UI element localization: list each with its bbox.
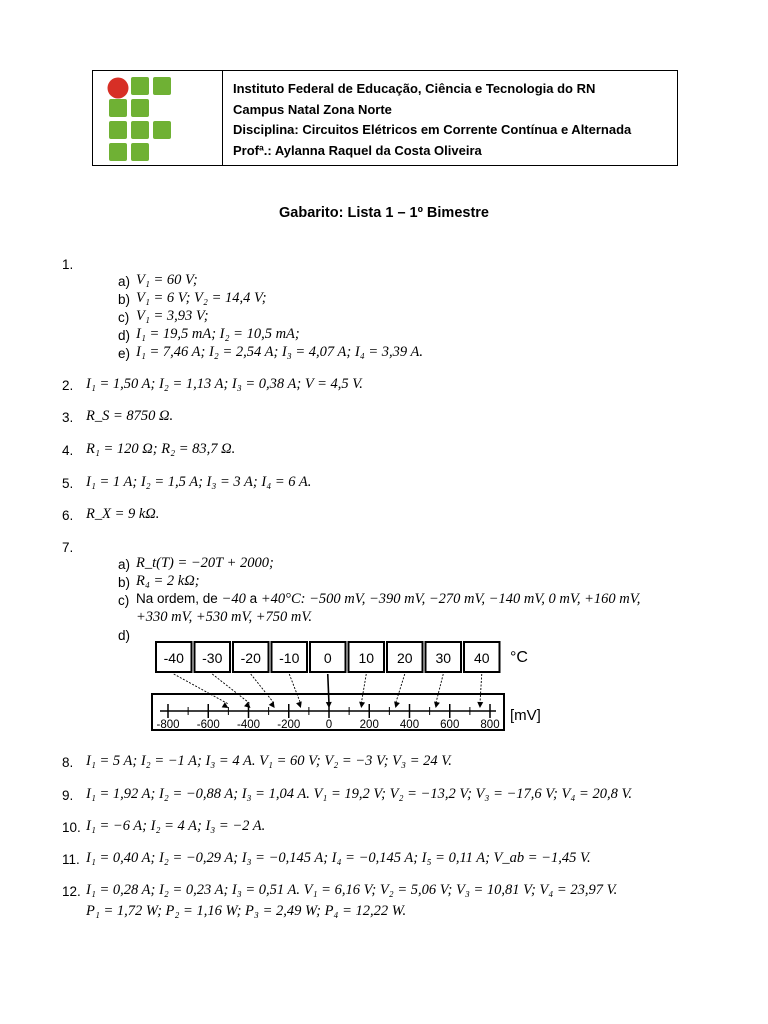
q1-c-label: c) (118, 310, 130, 325)
mapping-arrowhead (434, 701, 440, 708)
temperature-label: -10 (279, 650, 300, 666)
institution-info (233, 79, 631, 161)
voltage-tick-label: 0 (325, 719, 333, 731)
logo-square (109, 99, 127, 117)
temperature-boxes (156, 642, 500, 672)
logo-square (131, 121, 149, 139)
temperature-label: 30 (435, 650, 452, 666)
temperature-unit: °C (510, 649, 528, 666)
q7-c-label: c) (118, 593, 130, 608)
mapping-arrowhead (359, 702, 365, 708)
q1-a-label: a) (118, 274, 131, 289)
q12-answer-line2: P₁ = 1,72 W; P₂ = 1,16 W; P₃ = 2,49 W; P₄ = 12,22 W. (86, 903, 407, 919)
institution-name: Instituto Federal de Educação, Ciência e Tecnologia do RN (233, 81, 596, 96)
voltage-tick-label: -200 (277, 719, 301, 731)
q6-number: 6. (62, 508, 74, 523)
mapping-arrowhead (269, 701, 275, 708)
q4-answer: R₁ = 120 Ω; R₂ = 83,7 Ω. (86, 441, 236, 457)
voltage-ticks (156, 704, 499, 731)
q7-a-answer: R_t(T) = −20T + 2000; (136, 555, 274, 571)
temperature-label: 20 (396, 650, 413, 666)
q7-a-label: a) (118, 557, 131, 572)
ifrn-logo (93, 71, 223, 165)
voltage-tick-label: 600 (440, 719, 460, 731)
q10-number: 10. (62, 820, 81, 835)
voltage-tick-label: -600 (196, 719, 220, 731)
mapping-arrow (289, 674, 301, 704)
mapping-arrow (395, 674, 404, 704)
mapping-arrowhead (477, 702, 483, 708)
header-box (92, 70, 678, 166)
q10-answer: I₁ = −6 A; I₂ = 4 A; I₃ = −2 A. (86, 818, 266, 834)
mapping-arrow (212, 674, 250, 704)
q7-c-range-start: −40 (221, 591, 246, 607)
q5-number: 5. (62, 476, 74, 491)
mapping-arrow (251, 674, 275, 704)
mapping-arrow (436, 674, 444, 704)
mapping-arrow (480, 674, 482, 704)
q1-b-label: b) (118, 292, 131, 307)
q7-d-label: d) (118, 628, 131, 643)
q8-answer: I₁ = 5 A; I₂ = −1 A; I₃ = 4 A. V₁ = 60 V; V₂ = −3 V; V₃ = 24 V. (86, 753, 452, 769)
campus-name: Campus Natal Zona Norte (233, 101, 392, 117)
logo-cell (93, 71, 223, 165)
discipline-name: Disciplina: Circuitos Elétricos em Corrente Contínua e Alternada (233, 122, 632, 137)
logo-square (109, 121, 127, 139)
q1-number: 1. (62, 257, 74, 272)
voltage-unit: [mV] (510, 707, 541, 724)
q1-d-answer: I₁ = 19,5 mA; I₂ = 10,5 mA; (136, 326, 300, 342)
q7-c-line2: +330 mV, +530 mV, +750 mV. (136, 609, 312, 625)
q1-e-label: e) (118, 346, 131, 361)
q1-d-label: d) (118, 328, 131, 343)
q7-c-mid: a (245, 591, 261, 606)
mapping-arrowhead (394, 701, 400, 708)
q1-c-answer: V₁ = 3,93 V; (136, 308, 209, 324)
voltage-tick-label: -800 (156, 719, 180, 731)
logo-square (153, 121, 171, 139)
q5-answer: I₁ = 1 A; I₂ = 1,5 A; I₃ = 3 A; I₄ = 6 A. (86, 474, 312, 490)
q12-answer-line1: I₁ = 0,28 A; I₂ = 0,23 A; I₃ = 0,51 A. V₁ = 6,16 V; V₂ = 5,06 V; V₃ = 10,81 V; V₄ = 23,97 V. (86, 882, 618, 898)
logo-square (131, 77, 149, 95)
voltage-tick-label: 800 (480, 719, 500, 731)
q3-number: 3. (62, 410, 74, 425)
temperature-label: 40 (473, 650, 490, 666)
q7-b-answer: R₄ = 2 kΩ; (136, 573, 200, 589)
q4-number: 4. (62, 443, 74, 458)
q11-answer: I₁ = 0,40 A; I₂ = −0,29 A; I₃ = −0,145 A; I₄ = −0,145 A; I₅ = 0,11 A; V_ab = −1,45 V. (86, 850, 591, 866)
temperature-label: -40 (163, 650, 184, 666)
q1-a-answer: V₁ = 60 V; (136, 272, 198, 288)
q2-answer: I₁ = 1,50 A; I₂ = 1,13 A; I₃ = 0,38 A; V = 4,5 V. (86, 376, 363, 392)
q8-number: 8. (62, 755, 74, 770)
temperature-label: -20 (240, 650, 261, 666)
temperature-voltage-figure (150, 640, 570, 736)
q12-number: 12. (62, 884, 81, 899)
mapping-arrow (361, 674, 366, 704)
q1-b-answer: V₁ = 6 V; V₂ = 14,4 V; (136, 290, 267, 306)
q11-number: 11. (62, 852, 80, 867)
q7-c-prefix: Na ordem, de (136, 591, 222, 606)
mapping-arrowhead (296, 701, 302, 708)
voltage-tick-label: 200 (359, 719, 379, 731)
professor-name: Profª.: Aylanna Raquel da Costa Oliveira (233, 142, 482, 158)
temperature-label: 10 (358, 650, 375, 666)
q3-answer: R_S = 8750 Ω. (86, 408, 174, 424)
q9-number: 9. (62, 788, 74, 803)
q6-answer: R_X = 9 kΩ. (86, 506, 160, 522)
logo-square (109, 143, 127, 161)
logo-square (153, 77, 171, 95)
logo-square (131, 143, 149, 161)
voltage-tick-label: 400 (399, 719, 420, 731)
q9-answer: I₁ = 1,92 A; I₂ = −0,88 A; I₃ = 1,04 A. V₁ = 19,2 V; V₂ = −13,2 V; V₃ = −17,6 V; V₄ = 20,8 V. (86, 786, 633, 802)
mapping-arrow (174, 674, 229, 704)
page-title: Gabarito: Lista 1 – 1º Bimestre (279, 205, 489, 221)
mapping-arrows (174, 674, 484, 708)
q7-c-line1: : −500 mV, −390 mV, −270 mV, −140 mV, 0 mV, +160 mV, (300, 591, 641, 607)
temperature-label: 0 (323, 650, 332, 666)
mapping-arrow (328, 674, 329, 704)
temperature-label: -30 (202, 650, 223, 666)
q1-e-answer: I₁ = 7,46 A; I₂ = 2,54 A; I₃ = 4,07 A; I₄ = 3,39 A. (136, 344, 423, 360)
voltage-tick-label: -400 (236, 719, 261, 731)
q2-number: 2. (62, 378, 74, 393)
q7-number: 7. (62, 540, 74, 555)
logo-square (131, 99, 149, 117)
mapping-arrowhead (326, 702, 332, 708)
logo-red-dot (108, 78, 129, 99)
q7-c-answer (136, 591, 640, 608)
q7-b-label: b) (118, 575, 131, 590)
q7-c-range-end: +40°C (260, 591, 301, 607)
